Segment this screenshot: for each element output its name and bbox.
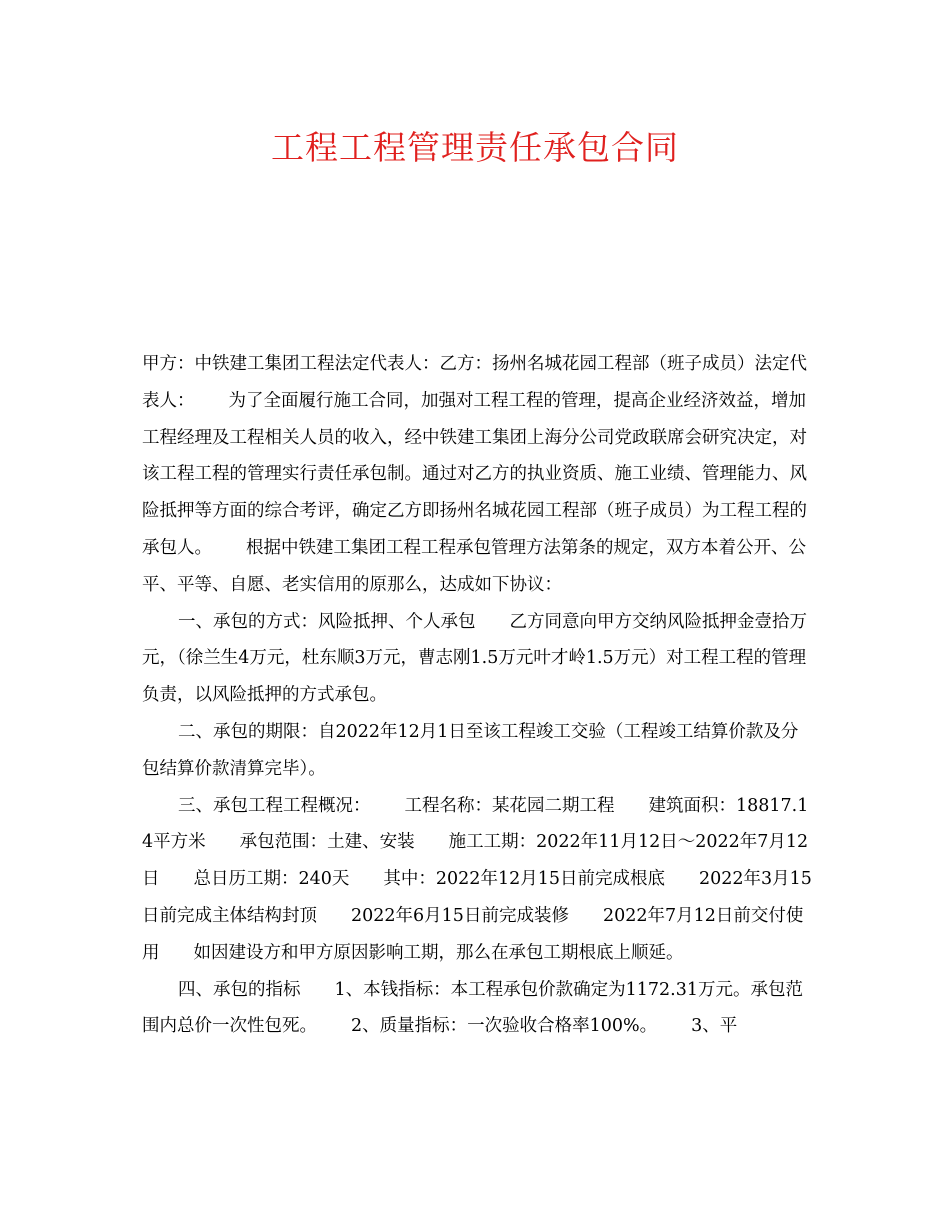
text-segment: 2、质量指标：一次验收合格率100%。 <box>351 1016 658 1037</box>
section-1-paragraph <box>142 604 812 714</box>
text-segment: 四、承包的指标 <box>178 979 301 1000</box>
text-segment: 建筑面积：18817.14平方米 <box>142 795 809 853</box>
section-4-paragraph <box>142 972 812 1046</box>
text-segment: 甲方：中铁建工集团工程法定代表人：乙方：扬州名城花园工程部（班子成员）法定代表人： <box>142 354 807 411</box>
text-segment: 3、平 <box>691 1016 738 1037</box>
section-2-paragraph <box>142 714 812 788</box>
text-segment: 为了全面履行施工合同，加强对工程工程的管理，提高企业经济效益，增加工程经理及工程相关人员的收入，经中铁建工集团上海分公司党政联席会研究决定，对该工程工程的管理实行责任承包制。通过对乙方的执业资质、施工业绩、管理能力、风险抵押等方面的综合考评，确定乙方即扬州名城花园工程部（班子成员）为工程工程的承包人。 <box>142 390 807 558</box>
text-segment: 总日历工期：240天 <box>193 869 350 890</box>
text-segment: 工程名称：某花园二期工程 <box>404 795 615 816</box>
section-3-paragraph <box>142 788 812 972</box>
document-title: 工程工程管理责任承包合同 <box>271 128 679 167</box>
text-segment: 2022年7月12日前交付使用 <box>142 905 804 963</box>
text-segment: 如因建设方和甲方原因影响工期，那么在承包工期根底上顺延。 <box>193 942 684 963</box>
text-segment: 根据中铁建工集团工程工程承包管理方法第条的规定，双方本着公开、公平、平等、自愿、老实信用的原那么，达成如下协议： <box>142 537 806 595</box>
text-segment: 2022年3月15日前完成主体结构封顶 <box>142 869 812 926</box>
text-segment: 承包范围：土建、安装 <box>239 832 415 853</box>
text-segment: 施工工期：2022年11月12日～2022年7月12日 <box>142 832 809 890</box>
text-segment: 1、本钱指标：本工程承包价款确定为1172.31万元。承包范围内总价一次性包死。 <box>142 979 803 1037</box>
text-segment: 2022年6月15日前完成装修 <box>351 905 569 926</box>
text-segment: 乙方同意向甲方交纳风险抵押金壹拾万元，（徐兰生4万元，杜东顺3万元，曹志刚1.5万元叶才岭1.5万元）对工程工程的管理负责，以风险抵押的方式承包。 <box>142 611 807 706</box>
text-segment: 其中：2022年12月15日前完成根底 <box>383 869 665 890</box>
preamble-paragraph <box>142 346 812 604</box>
text-segment: 三、承包工程工程概况： <box>178 795 371 816</box>
text-segment: 二、承包的期限：自2022年12月1日至该工程竣工交验（工程竣工结算价款及分包结算价款清算完毕）。 <box>142 721 799 779</box>
text-segment: 一、承包的方式：风险抵押、个人承包 <box>178 611 476 632</box>
document-body <box>142 346 812 1045</box>
